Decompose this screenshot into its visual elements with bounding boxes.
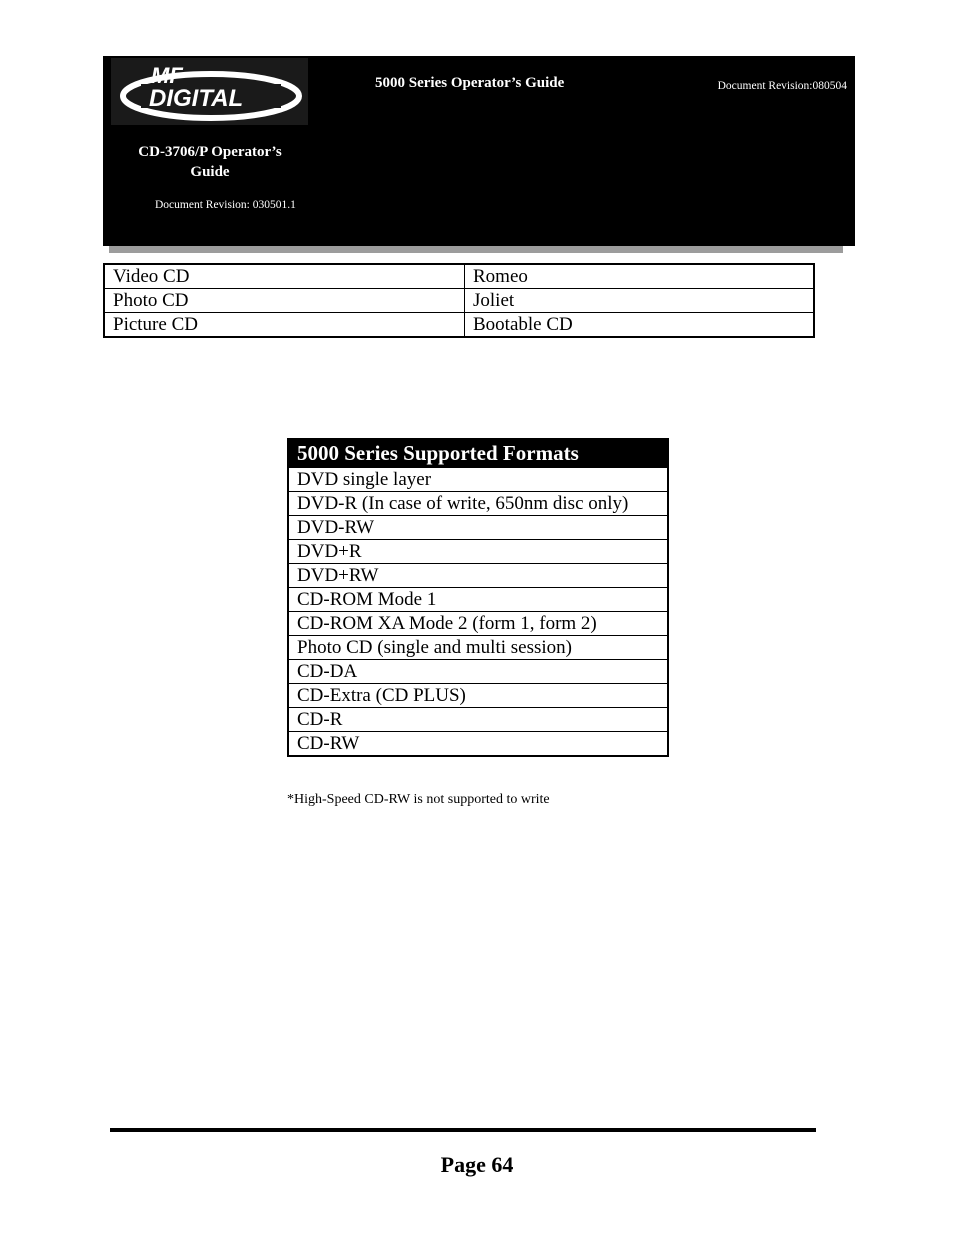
table-cell: CD-R <box>288 708 668 732</box>
table-cell: DVD-RW <box>288 516 668 540</box>
table-cell: CD-ROM Mode 1 <box>288 588 668 612</box>
table-row <box>288 540 668 564</box>
table-cell: DVD single layer <box>288 468 668 492</box>
table-cell: DVD+RW <box>288 564 668 588</box>
table-cell: CD-RW <box>288 732 668 757</box>
cd-formats-table <box>103 263 815 338</box>
table-row <box>288 468 668 492</box>
table-row <box>288 708 668 732</box>
sub-guide-title-line2: Guide <box>190 164 230 180</box>
table-cell: Photo CD (single and multi session) <box>288 636 668 660</box>
table-header-row <box>288 439 668 468</box>
footnote: *High-Speed CD-RW is not supported to write <box>287 792 550 807</box>
sub-guide-title-line1: CD-3706/P Operator’s <box>138 144 282 160</box>
table-cell: CD-DA <box>288 660 668 684</box>
table-cell: Photo CD <box>104 289 465 313</box>
table-row <box>104 313 814 338</box>
table-cell: Picture CD <box>104 313 465 338</box>
svg-text:MF: MF <box>151 63 183 88</box>
table-row <box>288 732 668 757</box>
table-cell: CD-ROM XA Mode 2 (form 1, form 2) <box>288 612 668 636</box>
mf-digital-logo <box>111 58 308 125</box>
table-cell: Joliet <box>465 289 815 313</box>
guide-title: 5000 Series Operator’s Guide <box>375 75 565 91</box>
table-row <box>288 636 668 660</box>
svg-text:DIGITAL: DIGITAL <box>149 85 244 112</box>
table-row <box>288 612 668 636</box>
sub-guide-title <box>117 142 303 182</box>
table-row <box>104 264 814 289</box>
table-row <box>288 660 668 684</box>
document-revision: Document Revision:080504 <box>717 80 847 92</box>
page-number: Page 64 <box>440 1152 514 1177</box>
table-cell: DVD+R <box>288 540 668 564</box>
supported-formats-table <box>287 438 669 757</box>
sub-document-revision: Document Revision: 030501.1 <box>155 199 296 211</box>
table-cell: CD-Extra (CD PLUS) <box>288 684 668 708</box>
table-row <box>288 564 668 588</box>
table-row <box>288 516 668 540</box>
table-row <box>288 492 668 516</box>
document-header <box>103 56 855 246</box>
table-cell: Video CD <box>104 264 465 289</box>
table-cell: DVD-R (In case of write, 650nm disc only) <box>288 492 668 516</box>
table-row <box>288 684 668 708</box>
table-cell: Romeo <box>465 264 815 289</box>
table-row <box>104 289 814 313</box>
table-row <box>288 588 668 612</box>
logo-graphic <box>111 58 308 125</box>
table-cell: Bootable CD <box>465 313 815 338</box>
footer-divider <box>110 1128 816 1132</box>
table-heading: 5000 Series Supported Formats <box>288 439 668 468</box>
